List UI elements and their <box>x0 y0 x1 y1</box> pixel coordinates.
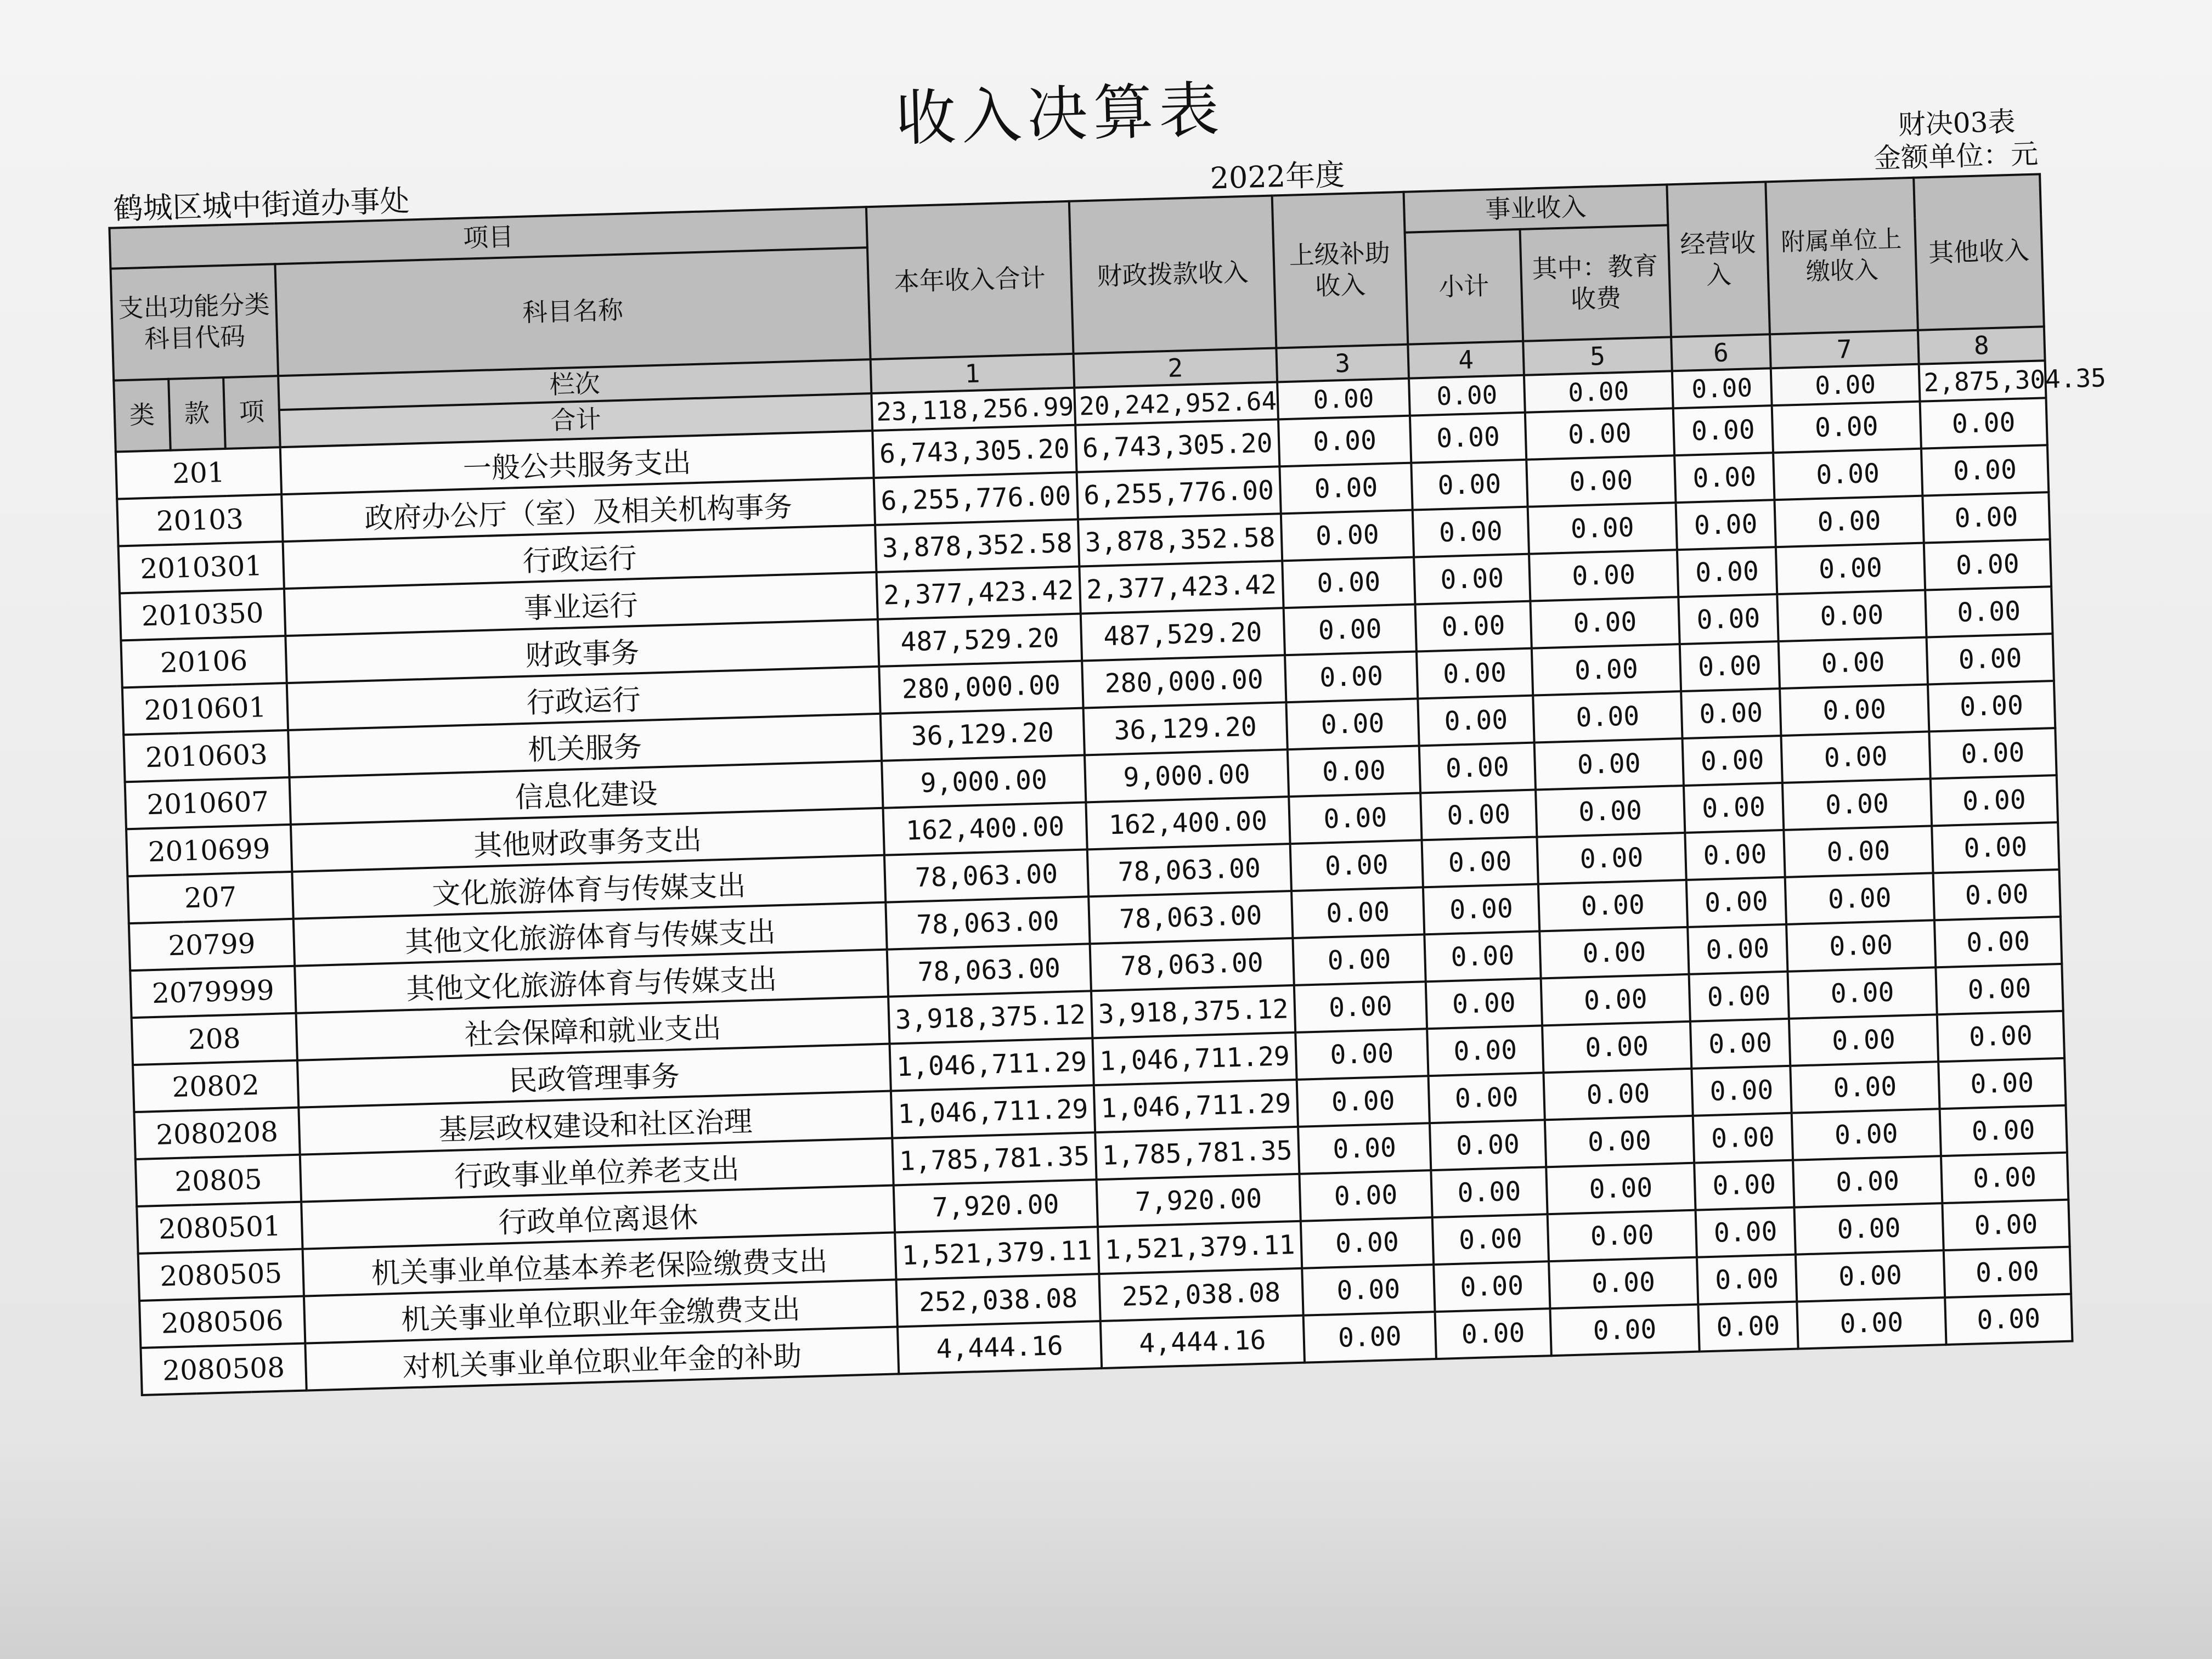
amount-cell: 0.00 <box>1534 738 1684 790</box>
amount-cell: 1,046,711.29 <box>890 1038 1094 1091</box>
total-cell: 0.00 <box>1409 375 1525 416</box>
total-cell: 0.00 <box>1524 371 1673 413</box>
subject-name: 行政运行 <box>283 525 877 589</box>
amount-cell: 0.00 <box>1411 460 1527 510</box>
amount-cell: 0.00 <box>1942 1200 2069 1250</box>
amount-cell: 0.00 <box>1780 685 1929 736</box>
amount-cell: 0.00 <box>1794 1203 1943 1255</box>
amount-cell: 1,785,781.35 <box>892 1132 1096 1185</box>
amount-cell: 0.00 <box>1696 1207 1796 1257</box>
subject-code: 20106 <box>121 636 286 687</box>
amount-cell: 0.00 <box>1680 641 1780 691</box>
amount-cell: 0.00 <box>1938 1058 2066 1109</box>
column-number: 7 <box>1770 330 1919 369</box>
header-fiscal: 财政拨款收入 <box>1069 196 1277 354</box>
subject-name: 文化旅游体育与传媒支出 <box>292 855 885 919</box>
amount-cell: 162,400.00 <box>1086 797 1290 849</box>
subject-code: 2080506 <box>139 1296 305 1348</box>
header-affiliated: 附属单位上缴收入 <box>1765 178 1918 334</box>
amount-cell: 6,255,776.00 <box>874 472 1078 525</box>
amount-cell: 0.00 <box>1293 934 1425 985</box>
amount-cell: 4,444.16 <box>898 1321 1102 1374</box>
amount-unit: 金额单位：元 <box>1873 138 2039 174</box>
amount-cell: 0.00 <box>1689 972 1789 1022</box>
amount-cell: 0.00 <box>1693 1113 1793 1163</box>
amount-cell: 0.00 <box>1550 1305 1699 1356</box>
amount-cell: 0.00 <box>1932 822 2059 873</box>
amount-cell: 0.00 <box>1299 1170 1432 1221</box>
subject-name: 社会保障和就业支出 <box>296 997 890 1060</box>
header-kuan: 款 <box>168 377 225 450</box>
amount-cell: 0.00 <box>1291 887 1424 938</box>
subject-code: 2080508 <box>140 1344 306 1395</box>
amount-cell: 0.00 <box>1931 775 2058 826</box>
subject-code: 20799 <box>129 919 295 970</box>
amount-cell: 0.00 <box>1697 1255 1797 1305</box>
amount-cell: 0.00 <box>1549 1257 1698 1309</box>
amount-cell: 9,000.00 <box>1085 749 1289 802</box>
amount-cell: 0.00 <box>1688 924 1787 974</box>
amount-cell: 0.00 <box>1526 455 1675 507</box>
amount-cell: 1,521,379.11 <box>1098 1221 1302 1274</box>
amount-cell: 0.00 <box>1435 1308 1551 1359</box>
fiscal-year: 2022年度 <box>1209 157 1345 196</box>
amount-cell: 0.00 <box>1301 1217 1434 1268</box>
subject-code: 2010350 <box>120 589 285 640</box>
amount-cell: 0.00 <box>1427 1025 1543 1076</box>
subject-name: 基层政权建设和社区治理 <box>298 1091 892 1155</box>
amount-cell: 0.00 <box>1430 1120 1546 1170</box>
subject-name: 行政事业单位养老支出 <box>300 1138 894 1202</box>
amount-cell: 0.00 <box>1937 1011 2064 1062</box>
amount-cell: 0.00 <box>1787 967 1937 1019</box>
subject-code: 207 <box>127 872 293 923</box>
amount-cell: 252,038.08 <box>1099 1268 1303 1321</box>
subject-name: 民政管理事务 <box>297 1044 891 1108</box>
subject-name: 对机关事业单位职业年金的补助 <box>305 1327 899 1390</box>
amount-cell: 1,046,711.29 <box>1094 1080 1298 1132</box>
amount-cell: 0.00 <box>1774 496 1923 548</box>
subject-name: 事业运行 <box>284 572 878 636</box>
amount-cell: 0.00 <box>1777 590 1926 642</box>
subject-name: 一般公共服务支出 <box>280 431 874 494</box>
amount-cell: 0.00 <box>1418 696 1534 746</box>
amount-cell: 0.00 <box>1530 597 1679 648</box>
amount-cell: 0.00 <box>1417 648 1533 699</box>
amount-cell: 0.00 <box>1936 964 2063 1014</box>
amount-cell: 0.00 <box>1784 826 1933 877</box>
subject-name: 其他财政事务支出 <box>291 808 884 872</box>
subject-code: 208 <box>132 1013 297 1065</box>
subject-name: 政府办公厅（室）及相关机构事务 <box>281 478 875 541</box>
amount-cell: 0.00 <box>1424 931 1541 981</box>
form-code: 财决03表 <box>1898 105 2016 141</box>
amount-cell: 0.00 <box>1674 453 1774 503</box>
amount-cell: 0.00 <box>1781 731 1930 783</box>
column-number: 3 <box>1276 345 1409 382</box>
amount-cell: 0.00 <box>1921 445 2049 495</box>
total-cell: 23,118,256.99 <box>871 388 1075 431</box>
amount-cell: 0.00 <box>1673 405 1773 455</box>
amount-cell: 0.00 <box>1410 413 1526 463</box>
amount-cell: 0.00 <box>1681 689 1781 738</box>
amount-cell: 487,529.20 <box>878 614 1082 667</box>
amount-cell: 0.00 <box>1426 978 1542 1029</box>
amount-cell: 0.00 <box>1420 790 1537 840</box>
amount-cell: 0.00 <box>1429 1073 1545 1123</box>
subject-code: 201 <box>116 447 281 499</box>
header-superior: 上级补助收入 <box>1272 192 1408 348</box>
amount-cell: 0.00 <box>1922 492 2050 543</box>
amount-cell: 78,063.00 <box>1090 938 1294 991</box>
subject-name: 其他文化旅游体育与传媒支出 <box>295 950 888 1013</box>
subject-code: 2079999 <box>130 966 296 1018</box>
subject-name: 机关事业单位基本养老保险缴费支出 <box>303 1232 896 1296</box>
amount-cell: 3,918,375.12 <box>1091 985 1295 1038</box>
amount-cell: 0.00 <box>1537 833 1686 884</box>
amount-cell: 0.00 <box>1789 1014 1938 1066</box>
amount-cell: 0.00 <box>1782 778 1932 830</box>
amount-cell: 0.00 <box>1546 1163 1695 1215</box>
column-number: 4 <box>1408 341 1524 379</box>
header-lanci: 栏次 <box>278 359 871 410</box>
amount-cell: 162,400.00 <box>883 802 1087 855</box>
amount-cell: 0.00 <box>1539 927 1689 979</box>
amount-cell: 0.00 <box>1691 1066 1791 1116</box>
amount-cell: 0.00 <box>1920 398 2047 448</box>
amount-cell: 0.00 <box>1685 830 1785 880</box>
subject-code: 2010301 <box>119 541 284 593</box>
amount-cell: 0.00 <box>1543 1069 1692 1120</box>
amount-cell: 0.00 <box>1683 736 1782 786</box>
subject-name: 其他文化旅游体育与传媒支出 <box>294 902 887 966</box>
bottom-shadow <box>0 1437 2212 1659</box>
column-number: 5 <box>1523 337 1672 375</box>
total-cell: 0.00 <box>1277 379 1410 420</box>
amount-cell: 0.00 <box>1941 1153 2068 1203</box>
subject-name: 行政运行 <box>287 667 881 730</box>
page-title: 收入决算表 <box>894 74 1226 154</box>
amount-cell: 0.00 <box>1929 728 2056 778</box>
amount-cell: 0.00 <box>1786 920 1936 972</box>
amount-cell: 0.00 <box>1541 974 1690 1026</box>
amount-cell: 3,878,352.58 <box>1078 514 1282 566</box>
amount-cell: 0.00 <box>1278 416 1411 467</box>
amount-cell: 0.00 <box>1415 601 1532 652</box>
amount-cell: 0.00 <box>1288 746 1420 797</box>
amount-cell: 0.00 <box>1298 1123 1431 1174</box>
amount-cell: 6,255,776.00 <box>1077 466 1281 519</box>
amount-cell: 0.00 <box>1690 1019 1790 1069</box>
subject-code: 2010607 <box>125 777 291 829</box>
organization-name: 鹤城区城中街道办事处 <box>112 183 410 227</box>
column-number: 6 <box>1671 334 1771 371</box>
amount-cell: 2,377,423.42 <box>876 567 1080 619</box>
amount-cell: 0.00 <box>1925 586 2052 637</box>
amount-cell: 0.00 <box>1940 1105 2067 1156</box>
amount-cell: 0.00 <box>1698 1302 1798 1352</box>
header-subtotal: 小计 <box>1405 229 1523 345</box>
column-number: 8 <box>1918 326 2045 364</box>
amount-cell: 0.00 <box>1790 1062 1939 1113</box>
subject-code: 20805 <box>136 1155 301 1206</box>
amount-cell: 0.00 <box>1548 1210 1697 1262</box>
header-other: 其他收入 <box>1914 174 2044 330</box>
subject-code: 2080208 <box>134 1108 300 1159</box>
subject-name: 机关事业单位职业年金缴费支出 <box>304 1279 898 1343</box>
printed-sheet <box>82 28 2107 1398</box>
amount-cell: 0.00 <box>1797 1297 1946 1349</box>
amount-cell: 4,444.16 <box>1101 1316 1305 1368</box>
amount-cell: 0.00 <box>1286 698 1419 749</box>
total-cell: 2,875,304.35 <box>1919 360 2046 401</box>
amount-cell: 0.00 <box>1432 1214 1549 1265</box>
amount-cell: 78,063.00 <box>1087 844 1291 896</box>
column-number: 1 <box>871 354 1075 393</box>
amount-cell: 0.00 <box>1796 1250 1945 1302</box>
subject-code: 2080501 <box>137 1202 302 1254</box>
amount-cell: 0.00 <box>1302 1265 1435 1316</box>
amount-cell: 0.00 <box>1282 557 1415 608</box>
header-lei: 类 <box>114 379 171 452</box>
amount-cell: 0.00 <box>1538 880 1688 932</box>
amount-cell: 0.00 <box>1281 510 1414 561</box>
header-heji: 合计 <box>279 393 872 447</box>
amount-cell: 1,046,711.29 <box>891 1085 1095 1138</box>
amount-cell: 0.00 <box>1284 605 1417 656</box>
amount-cell: 1,785,781.35 <box>1095 1127 1299 1180</box>
amount-cell: 0.00 <box>1529 550 1678 601</box>
subject-name: 财政事务 <box>285 619 879 683</box>
amount-cell: 0.00 <box>1532 644 1681 696</box>
amount-cell: 3,918,375.12 <box>888 991 1092 1043</box>
amount-cell: 78,063.00 <box>884 849 1088 902</box>
amount-cell: 78,063.00 <box>885 896 1090 949</box>
amount-cell: 0.00 <box>1542 1022 1691 1073</box>
amount-cell: 487,529.20 <box>1081 608 1285 661</box>
header-subject-name: 科目名称 <box>275 247 870 376</box>
amount-cell: 280,000.00 <box>1082 655 1286 708</box>
amount-cell: 0.00 <box>1419 743 1536 793</box>
total-cell: 20,242,952.64 <box>1074 382 1278 425</box>
subject-code: 2010601 <box>122 683 288 735</box>
amount-cell: 0.00 <box>1297 1076 1430 1127</box>
total-cell: 0.00 <box>1771 364 1920 406</box>
amount-cell: 0.00 <box>1290 840 1423 891</box>
income-table <box>108 173 2107 1396</box>
amount-cell: 0.00 <box>1536 786 1685 837</box>
amount-cell: 0.00 <box>1434 1261 1550 1312</box>
amount-cell: 280,000.00 <box>879 661 1083 714</box>
amount-cell: 0.00 <box>1934 917 2062 967</box>
amount-cell: 2,377,423.42 <box>1079 561 1283 613</box>
amount-cell: 0.00 <box>1279 463 1412 514</box>
header-operating: 经营收入 <box>1667 182 1770 337</box>
amount-cell: 0.00 <box>1686 877 1786 927</box>
amount-cell: 0.00 <box>1431 1167 1547 1217</box>
amount-cell: 0.00 <box>1414 554 1530 605</box>
amount-cell: 0.00 <box>1792 1109 1941 1160</box>
amount-cell: 36,129.20 <box>881 708 1085 761</box>
amount-cell: 0.00 <box>1773 449 1922 500</box>
amount-cell: 0.00 <box>1772 402 1921 453</box>
amount-cell: 0.00 <box>1289 793 1421 844</box>
amount-cell: 0.00 <box>1528 503 1677 554</box>
amount-cell: 0.00 <box>1776 543 1925 595</box>
amount-cell: 0.00 <box>1294 981 1427 1032</box>
header-total-income: 本年收入合计 <box>866 201 1074 359</box>
subject-code: 2010603 <box>123 730 289 782</box>
subject-name: 机关服务 <box>288 714 882 777</box>
amount-cell: 36,129.20 <box>1084 702 1288 755</box>
amount-cell: 0.00 <box>1533 691 1682 743</box>
amount-cell: 0.00 <box>1677 547 1777 597</box>
total-cell: 0.00 <box>1672 368 1772 408</box>
amount-cell: 0.00 <box>1295 1029 1428 1080</box>
subject-code: 20103 <box>117 494 283 546</box>
amount-cell: 0.00 <box>1793 1156 1942 1207</box>
table-body <box>116 398 2073 1395</box>
amount-cell: 0.00 <box>1423 884 1539 934</box>
subject-name: 信息化建设 <box>290 761 883 825</box>
amount-cell: 0.00 <box>1945 1294 2072 1345</box>
amount-cell: 0.00 <box>1304 1312 1436 1363</box>
amount-cell: 0.00 <box>1694 1160 1794 1210</box>
amount-cell: 1,046,711.29 <box>1092 1032 1296 1085</box>
amount-cell: 0.00 <box>1285 652 1418 703</box>
amount-cell: 0.00 <box>1944 1247 2071 1297</box>
amount-cell: 7,920.00 <box>1097 1174 1301 1227</box>
column-number: 2 <box>1074 348 1278 387</box>
amount-cell: 78,063.00 <box>1088 891 1293 944</box>
header-edu-fee: 其中：教育收费 <box>1520 225 1672 341</box>
amount-cell: 0.00 <box>1779 637 1928 689</box>
amount-cell: 0.00 <box>1525 408 1674 460</box>
subject-name: 行政单位离退休 <box>301 1185 895 1249</box>
amount-cell: 1,521,379.11 <box>895 1227 1099 1279</box>
amount-cell: 6,743,305.20 <box>1075 419 1279 472</box>
amount-cell: 9,000.00 <box>882 755 1086 808</box>
amount-cell: 252,038.08 <box>896 1274 1101 1327</box>
amount-cell: 0.00 <box>1413 507 1529 557</box>
amount-cell: 0.00 <box>1927 634 2054 684</box>
subject-code: 2010699 <box>126 825 292 876</box>
amount-cell: 0.00 <box>1785 873 1934 924</box>
amount-cell: 7,920.00 <box>894 1180 1098 1232</box>
amount-cell: 0.00 <box>1545 1116 1694 1167</box>
header-project: 项目 <box>109 207 867 269</box>
header-xiang: 项 <box>223 376 280 449</box>
amount-cell: 0.00 <box>1933 870 2061 920</box>
subject-code: 2080505 <box>138 1249 304 1301</box>
amount-cell: 78,063.00 <box>887 944 1091 996</box>
amount-cell: 3,878,352.58 <box>875 520 1079 572</box>
amount-cell: 0.00 <box>1422 837 1538 888</box>
amount-cell: 0.00 <box>1676 500 1776 550</box>
amount-cell: 0.00 <box>1924 539 2051 590</box>
amount-cell: 6,743,305.20 <box>872 425 1076 478</box>
amount-cell: 0.00 <box>1928 681 2055 731</box>
amount-cell: 0.00 <box>1678 594 1778 644</box>
subject-code: 20802 <box>133 1060 298 1112</box>
header-func-code: 支出功能分类科目代码 <box>111 264 279 380</box>
amount-cell: 0.00 <box>1684 783 1784 833</box>
header-business: 事业收入 <box>1404 184 1668 232</box>
